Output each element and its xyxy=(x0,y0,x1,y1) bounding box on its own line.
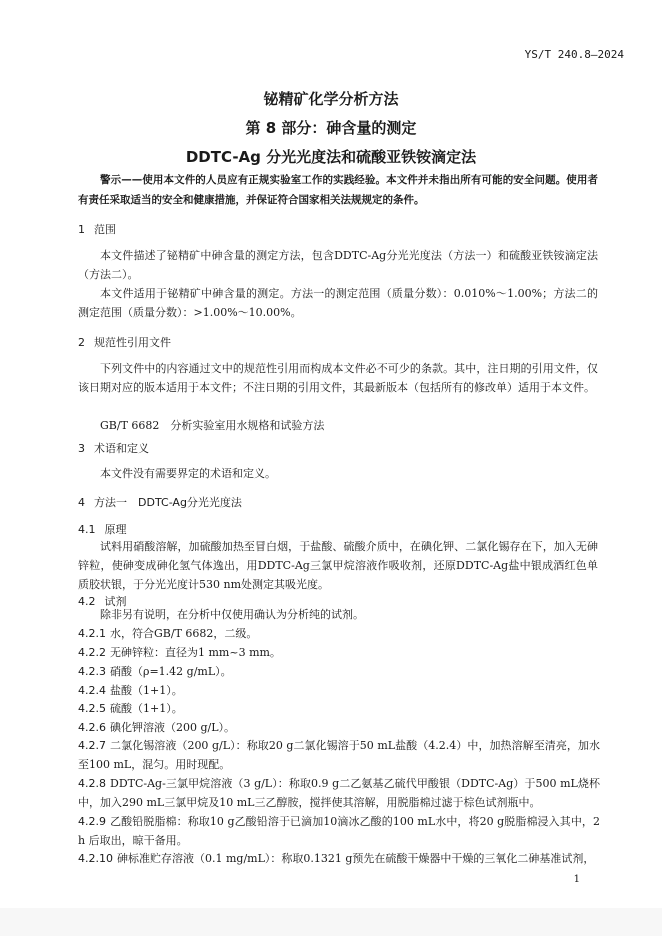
section-1-number: 1 xyxy=(78,223,85,236)
reagent-item: 4.2.10 砷标准贮存溶液（0.1 mg/mL）：称取0.1321 g预先在硫酸干燥器中干燥的三氧化二砷基准试剂， xyxy=(78,852,595,865)
section-4-2-number: 4.2 xyxy=(78,595,96,608)
section-4-number: 4 xyxy=(78,496,85,509)
section-4-1-para-1: 试料用硝酸溶解，加硫酸加热至冒白烟，于盐酸、硫酸介质中，在碘化钾、二氯化锡存在下，加入无砷锌粒，使砷变成砷化氢气体逸出，用DDTC-Ag三氯甲烷溶液作吸收剂，还原DDTC-Ag盐中银成酒红色单质胶状银，于分光光度计530 nm处测定其吸光度。 xyxy=(78,540,598,591)
section-4-heading xyxy=(78,494,242,510)
section-3-para-1: 本文件没有需要界定的术语和定义。 xyxy=(100,467,276,480)
section-4-2-title: 试剂 xyxy=(104,595,127,608)
section-4-1-title: 原理 xyxy=(104,523,127,536)
section-2-title: 规范性引用文件 xyxy=(94,336,171,349)
warning-text: 警示——使用本文件的人员应有正规实验室工作的实践经验。本文件并未指出所有可能的安全问题。使用者有责任采取适当的安全和健康措施，并保证符合国家相关法规规定的条件。 xyxy=(78,174,598,206)
reagent-item: 4.2.5 硫酸（1+1）。 xyxy=(78,702,183,715)
section-2-number: 2 xyxy=(78,336,85,349)
title-part: 第 8 部分：砷含量的测定 xyxy=(245,119,417,137)
footer-band xyxy=(0,908,662,936)
reagent-item: 4.2.6 碘化钾溶液（200 g/L）。 xyxy=(78,721,236,734)
normative-reference: GB/T 6682 分析实验室用水规格和试验方法 xyxy=(100,419,325,432)
section-4-title: 方法一 DDTC-Ag分光光度法 xyxy=(94,496,242,509)
reagent-item: 4.2.2 无砷锌粒：直径为1 mm~3 mm。 xyxy=(78,646,281,659)
standard-code: YS/T 240.8—2024 xyxy=(524,48,624,61)
reagent-item: 4.2.8 DDTC-Ag-三氯甲烷溶液（3 g/L）：称取0.9 g二乙氨基乙硫代甲酸银（DDTC-Ag）于500 mL烧杯中，加入290 mL三氯甲烷及10 mL三乙醇胺，搅拌使其溶解，用脱脂棉过滤于棕色试剂瓶中。 xyxy=(78,777,600,809)
section-1-title: 范围 xyxy=(94,223,116,236)
section-1-heading xyxy=(78,221,116,237)
reagent-item: 4.2.7 二氯化锡溶液（200 g/L）：称取20 g二氯化锡溶于50 mL盐酸（4.2.4）中，加热溶解至清亮，加水至100 mL，混匀。用时现配。 xyxy=(78,739,600,771)
reagent-item: 4.2.4 盐酸（1+1）。 xyxy=(78,684,183,697)
section-2-para-1: 下列文件中的内容通过文中的规范性引用而构成本文件必不可少的条款。其中，注日期的引用文件，仅该日期对应的版本适用于本文件；不注日期的引用文件，其最新版本（包括所有的修改单）适用于本文件。 xyxy=(78,362,598,394)
section-1-para-1: 本文件描述了铋精矿中砷含量的测定方法，包含DDTC-Ag分光光度法（方法一）和硫酸亚铁铵滴定法（方法二）。 xyxy=(78,249,598,281)
section-3-heading xyxy=(78,440,149,456)
section-4-2-para-1: 除非另有说明，在分析中仅使用确认为分析纯的试剂。 xyxy=(100,608,364,621)
title-method: DDTC-Ag 分光光度法和硫酸亚铁铵滴定法 xyxy=(185,148,477,166)
reagent-item: 4.2.9 乙酸铅脱脂棉：称取10 g乙酸铅溶于已滴加10滴冰乙酸的100 mL水中，将20 g脱脂棉浸入其中，2 h 后取出，晾干备用。 xyxy=(78,815,600,847)
title-main: 铋精矿化学分析方法 xyxy=(263,90,399,108)
reagent-item: 4.2.3 硝酸（ρ=1.42 g/mL）。 xyxy=(78,665,232,678)
section-3-title: 术语和定义 xyxy=(94,442,149,455)
section-4-1-number: 4.1 xyxy=(78,523,96,536)
page-number: 1 xyxy=(573,874,580,885)
section-4-1-heading xyxy=(78,521,127,537)
reagent-item: 4.2.1 水，符合GB/T 6682，二级。 xyxy=(78,627,258,640)
section-2-heading xyxy=(78,334,171,350)
section-3-number: 3 xyxy=(78,442,85,455)
section-1-para-2: 本文件适用于铋精矿中砷含量的测定。方法一的测定范围（质量分数）：0.010%～1.00%；方法二的测定范围（质量分数）：>1.00%～10.00%。 xyxy=(78,287,598,319)
